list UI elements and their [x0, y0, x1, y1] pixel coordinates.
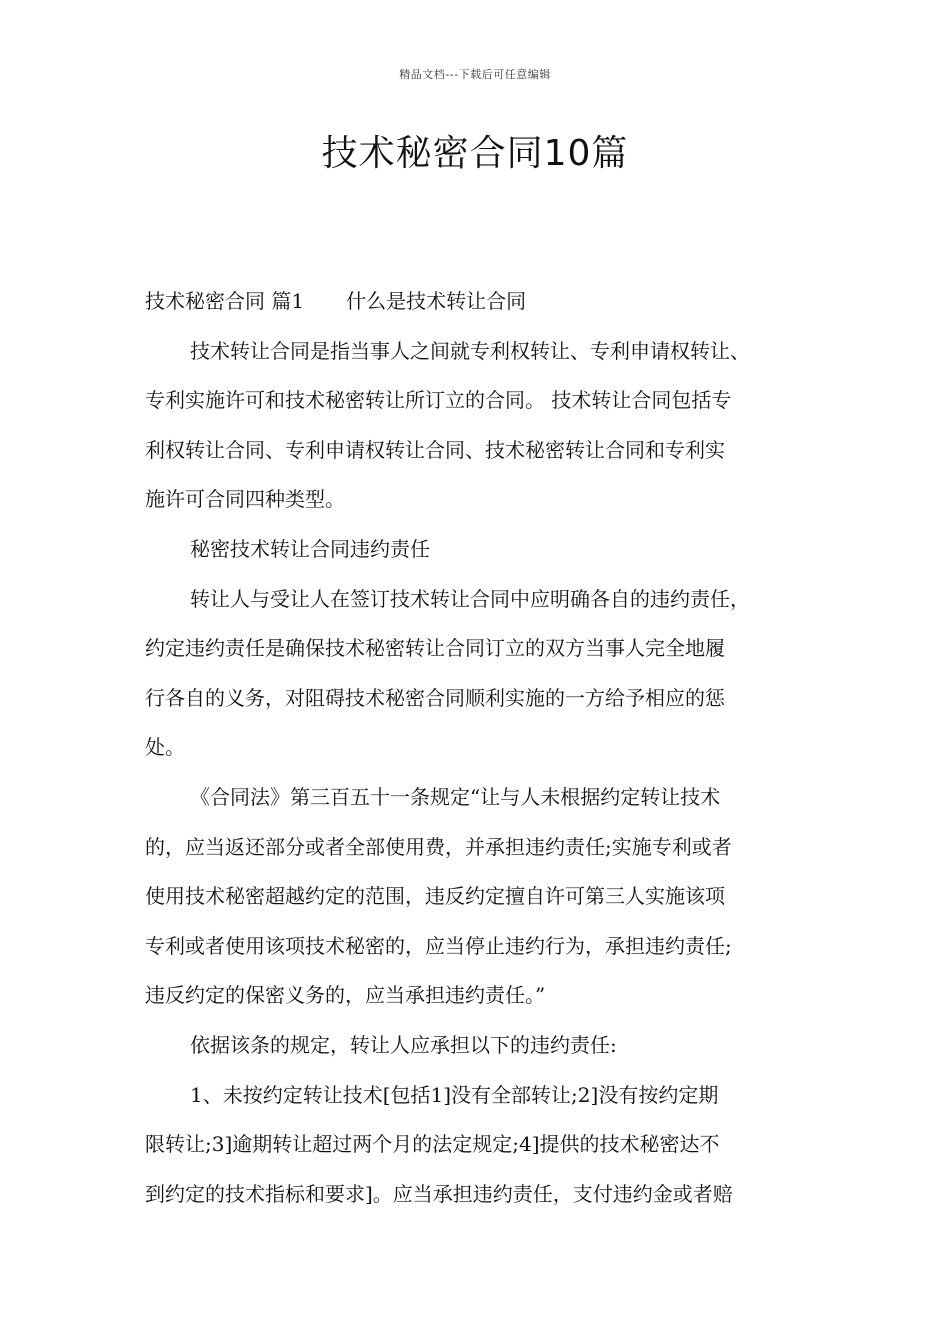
subheading-line: 秘密技术转让合同违约责任 [190, 536, 430, 561]
text-line: 约定违约责任是确保技术秘密转让合同订立的双方当事人完全地履 [145, 636, 725, 661]
document-title: 技术秘密合同10篇 [321, 133, 629, 174]
text-line: 专利或者使用该项技术秘密的，应当停止违约行为，承担违约责任; [145, 933, 732, 958]
text-line: 利权转让合同、专利申请权转让合同、技术秘密转让合同和专利实 [145, 437, 725, 462]
text-line: 的，应当返还部分或者全部使用费，并承担违约责任;实施专利或者 [145, 834, 732, 859]
section-label: 技术秘密合同 篇1 [145, 289, 305, 313]
text-line: 依据该条的规定，转让人应承担以下的违约责任: [190, 1032, 617, 1057]
section-topic: 什么是技术转让合同 [346, 289, 527, 313]
text-line: 转让人与受让人在签订技术转让合同中应明确各自的违约责任， [190, 586, 750, 611]
text-line: 行各自的义务，对阻碍技术秘密合同顺利实施的一方给予相应的惩 [145, 685, 725, 710]
text-line: 专利实施许可和技术秘密转让所订立的合同。 技术转让合同包括专 [145, 388, 732, 413]
text-line: 限转让;3]逾期转让超过两个月的法定规定;4]提供的技术秘密达不 [145, 1132, 720, 1157]
document-body [145, 277, 810, 1219]
text-line: 1、未按约定转让技术[包括1]没有全部转让;2]没有按约定期 [190, 1082, 719, 1107]
text-line: 到约定的技术指标和要求]。应当承担违约责任，支付违约金或者赔 [145, 1181, 733, 1206]
text-line: 违反约定的保密义务的，应当承担违约责任。” [145, 983, 546, 1008]
text-line: 使用技术秘密超越约定的范围，违反约定擅自许可第三人实施该项 [145, 884, 725, 909]
header-note: 精品文档---下载后可任意编辑 [399, 68, 551, 81]
section-heading [145, 277, 810, 327]
text-line: 处。 [145, 735, 185, 760]
text-line: 《合同法》第三百五十一条规定“让与人未根据约定转让技术 [190, 784, 721, 809]
text-line: 技术转让合同是指当事人之间就专利权转让、专利申请权转让、 [190, 338, 750, 363]
text-line: 施许可合同四种类型。 [145, 487, 345, 512]
